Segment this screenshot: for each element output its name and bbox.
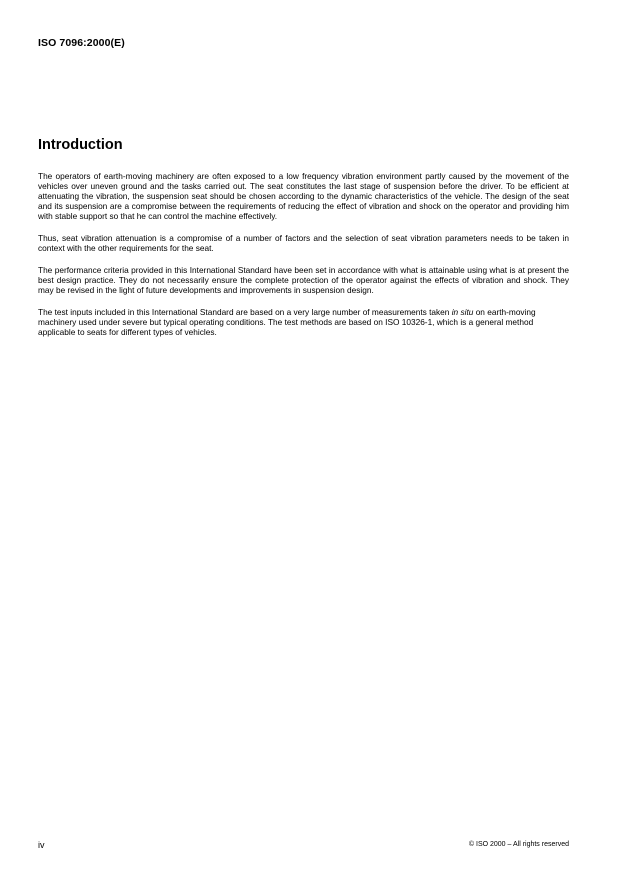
copyright-notice: © ISO 2000 – All rights reserved <box>468 841 569 848</box>
paragraph-4-text-start: The test inputs included in this International Standard are based on a very large number of measurements taken <box>38 307 452 317</box>
paragraph-4 <box>38 307 569 337</box>
page-number: iv <box>38 840 45 850</box>
paragraph-1: The operators of earth-moving machinery are often exposed to a low frequency vibration environment partly caused by the movement of the vehicles over uneven ground and the tasks carried out. The seat constitutes the last stage of suspension before the driver. To be efficient at attenuating the vibration, the suspension seat should be chosen according to the dynamic characteristics of the vehicle. The design of the seat and its suspension are a compromise between the requirements of reducing the effect of vibration and shock on the operator and providing him with stable support so that he can control the machine effectively. <box>38 171 569 221</box>
paragraph-4-text-end: on earth-moving machinery used under severe but typical operating conditions. The test methods are based on ISO 10326-1, which is a general method applicable to seats for different types of vehicles. <box>38 307 536 337</box>
document-id-header: ISO 7096:2000(E) <box>38 37 125 49</box>
paragraph-4-italic-term: in situ <box>451 307 474 317</box>
paragraph-2: Thus, seat vibration attenuation is a compromise of a number of factors and the selection of seat vibration parameters needs to be taken in context with the other requirements for the seat. <box>38 233 569 253</box>
introduction-body <box>38 171 569 349</box>
section-title: Introduction <box>38 137 123 153</box>
paragraph-3: The performance criteria provided in this International Standard have been set in accordance with what is attainable using what is at present the best design practice. They do not necessarily ensure the complete protection of the operator against the effects of vibration and shock. They may be revised in the light of future developments and improvements in suspension design. <box>38 265 569 295</box>
